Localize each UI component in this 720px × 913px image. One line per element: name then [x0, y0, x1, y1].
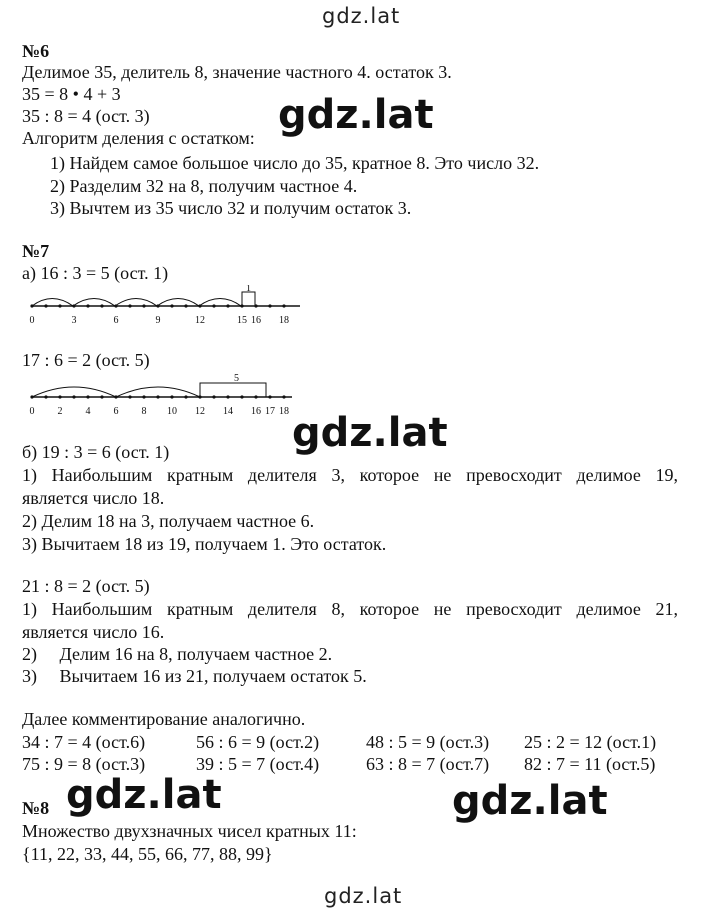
tick-dot	[156, 395, 159, 398]
number-line-2	[22, 372, 322, 417]
tick-dot	[184, 395, 187, 398]
watermark-bottom: gdz.lat	[324, 884, 403, 908]
tick-label: 6	[113, 315, 119, 326]
tick-label: 17	[265, 406, 275, 417]
grid-r2-c2: 39 : 5 = 7 (ост.4)	[196, 754, 320, 774]
tick-label: 4	[85, 406, 91, 417]
task7-b-p3: 3) Вычитаем 18 из 19, получаем 1. Это остаток.	[22, 534, 387, 554]
tick-label: 16	[251, 406, 261, 417]
tick-label: 18	[279, 315, 289, 326]
nl1-remainder-label: 1	[246, 285, 251, 294]
tick-dot	[170, 304, 173, 307]
tick-label: 6	[113, 406, 119, 417]
tick-label: 3	[71, 315, 77, 326]
task8-line1: Множество двухзначных чисел кратных 11:	[22, 821, 357, 841]
tick-label: 2	[57, 406, 63, 417]
tick-dot	[282, 304, 285, 307]
tick-dot	[268, 304, 271, 307]
tick-dot	[100, 304, 103, 307]
tick-label: 0	[29, 315, 35, 326]
tick-dot	[212, 304, 215, 307]
task7-header: №7	[22, 241, 50, 261]
watermark-4: gdz.lat	[452, 778, 608, 824]
task7-c-p1-line1: 1) Наибольшим кратным делителя 8, которое не превосходит делимое 21,	[22, 599, 678, 619]
tick-label: 16	[251, 315, 261, 326]
task7-c-eq: 21 : 8 = 2 (ост. 5)	[22, 576, 150, 596]
tick-dot	[226, 304, 229, 307]
task6-header: №6	[22, 41, 50, 61]
nl2-remainder-label: 5	[234, 373, 239, 384]
task7-b-eq1: б) 19 : 3 = 6 (ост. 1)	[22, 442, 170, 462]
grid-r1-c4: 25 : 2 = 12 (ост.1)	[524, 732, 657, 752]
grid-r1-c2: 56 : 6 = 9 (ост.2)	[196, 732, 320, 752]
task7-further: Далее комментирование аналогично.	[22, 709, 306, 729]
tick-dot	[44, 395, 47, 398]
task7-c-p1-line2: является число 16.	[22, 622, 165, 642]
tick-dot	[58, 304, 61, 307]
task8-line2: {11, 22, 33, 44, 55, 66, 77, 88, 99}	[22, 844, 273, 864]
task7-b-p1-line2: является число 18.	[22, 488, 165, 508]
tick-dot	[72, 395, 75, 398]
task7-b-p2: 2) Делим 18 на 3, получаем частное 6.	[22, 511, 315, 531]
task6-eq1: 35 = 8 • 4 + 3	[22, 84, 121, 104]
tick-dot	[86, 304, 89, 307]
task6-line1: Делимое 35, делитель 8, значение частного 4. остаток 3.	[22, 62, 452, 82]
tick-dot	[86, 395, 89, 398]
task6-eq2: 35 : 8 = 4 (ост. 3)	[22, 106, 150, 126]
tick-dot	[128, 304, 131, 307]
tick-dot	[58, 395, 61, 398]
watermark-1: gdz.lat	[278, 92, 434, 138]
tick-label: 14	[223, 406, 233, 417]
tick-dot	[128, 395, 131, 398]
tick-label: 8	[141, 406, 147, 417]
tick-dot	[268, 395, 271, 398]
task7-a-eq2: 17 : 6 = 2 (ост. 5)	[22, 350, 150, 370]
tick-label: 0	[29, 406, 35, 417]
number-line-1	[22, 285, 322, 330]
watermark-top: gdz.lat	[322, 4, 401, 28]
tick-dot	[44, 304, 47, 307]
grid-r1-c3: 48 : 5 = 9 (ост.3)	[366, 732, 490, 752]
tick-label: 9	[155, 315, 161, 326]
watermark-3: gdz.lat	[66, 772, 222, 818]
tick-dot	[142, 304, 145, 307]
tick-label: 10	[167, 406, 177, 417]
task7-a-eq1: а) 16 : 3 = 5 (ост. 1)	[22, 263, 169, 283]
watermark-2: gdz.lat	[292, 410, 448, 456]
tick-label: 12	[195, 315, 205, 326]
grid-r2-c4: 82 : 7 = 11 (ост.5)	[524, 754, 656, 774]
task7-b-p1-line1: 1) Наибольшим кратным делителя 3, которое не превосходит делимое 19,	[22, 465, 678, 485]
grid-r2-c3: 63 : 8 = 7 (ост.7)	[366, 754, 490, 774]
tick-dot	[282, 395, 285, 398]
tick-label: 18	[279, 406, 289, 417]
tick-dot	[170, 395, 173, 398]
tick-dot	[142, 395, 145, 398]
tick-dot	[184, 304, 187, 307]
task7-c-p2: 2) Делим 16 на 8, получаем частное 2.	[22, 644, 333, 664]
task6-algo-title: Алгоритм деления с остатком:	[22, 128, 255, 148]
grid-r2-c1: 75 : 9 = 8 (ост.3)	[22, 754, 146, 774]
tick-label: 12	[195, 406, 205, 417]
grid-r1-c1: 34 : 7 = 4 (ост.6)	[22, 732, 146, 752]
tick-dot	[100, 395, 103, 398]
task7-c-p3: 3) Вычитаем 16 из 21, получаем остаток 5.	[22, 666, 367, 686]
tick-label: 15	[237, 315, 247, 326]
task8-header: №8	[22, 798, 50, 818]
task6-step-1: 1) Найдем самое большое число до 35, кратное 8. Это число 32.	[50, 153, 540, 173]
task6-step-3: 3) Вычтем из 35 число 32 и получим остаток 3.	[50, 198, 412, 218]
task6-step-2: 2) Разделим 32 на 8, получим частное 4.	[50, 176, 358, 196]
